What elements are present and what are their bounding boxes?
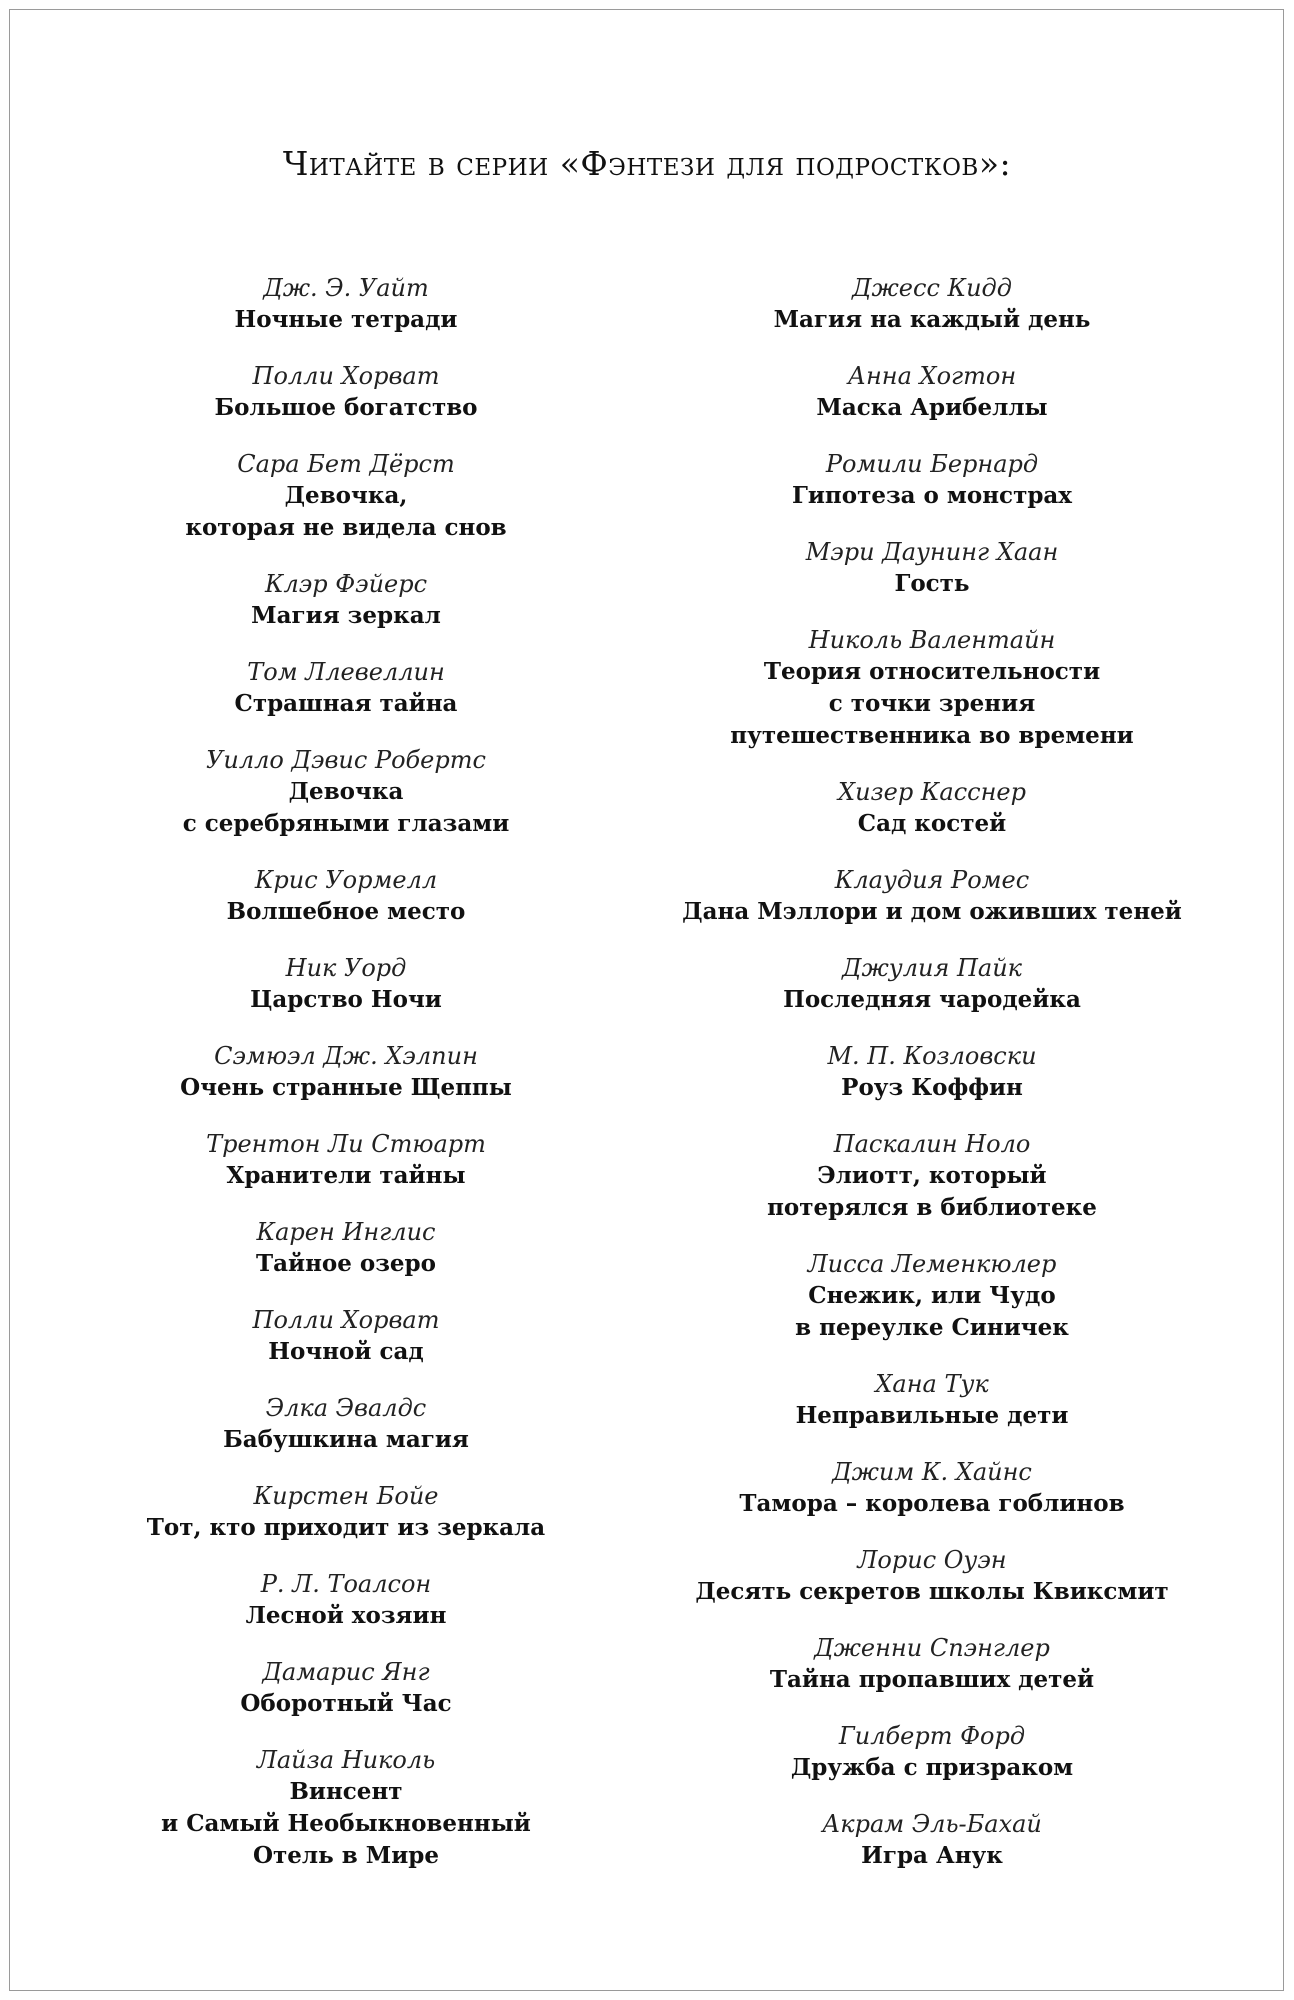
book-author: Паскалин Ноло	[833, 1130, 1031, 1158]
book-author: Ник Уорд	[285, 954, 407, 982]
book-entry	[46, 1392, 646, 1456]
book-entry	[46, 1480, 646, 1544]
book-author: Гилберт Форд	[838, 1722, 1026, 1750]
book-author: Лисса Леменкюлер	[807, 1250, 1057, 1278]
book-entry	[632, 1720, 1232, 1784]
book-author: Том Ллевеллин	[247, 658, 445, 686]
book-title: Дружба с призраком	[790, 1754, 1074, 1781]
book-entry	[46, 1568, 646, 1632]
book-entry	[46, 1304, 646, 1368]
book-title: Снежик, или Чудо в переулке Синичек	[795, 1282, 1069, 1341]
book-entry	[632, 1456, 1232, 1520]
book-entry	[46, 1040, 646, 1104]
book-entry	[46, 744, 646, 840]
book-title: Страшная тайна	[234, 690, 458, 717]
book-entry	[632, 1040, 1232, 1104]
book-entry	[46, 864, 646, 928]
book-title: Игра Анук	[861, 1842, 1003, 1869]
book-author: Полли Хорват	[252, 1306, 440, 1334]
book-entry	[632, 952, 1232, 1016]
right-book-list	[632, 272, 1232, 1896]
book-title: Тот, кто приходит из зеркала	[146, 1514, 546, 1541]
book-entry	[632, 448, 1232, 512]
book-entry	[632, 272, 1232, 336]
book-entry	[46, 272, 646, 336]
book-author: Кирстен Бойе	[253, 1482, 439, 1510]
book-entry	[46, 1128, 646, 1192]
left-book-list	[46, 272, 646, 1896]
book-entry	[632, 1544, 1232, 1608]
book-title: Маска Арибеллы	[816, 394, 1048, 421]
book-title: Тайное озеро	[256, 1250, 436, 1277]
book-title: Девочка, которая не видела снов	[185, 482, 507, 541]
book-title: Царство Ночи	[250, 986, 442, 1013]
book-author: Клэр Фэйерс	[264, 570, 428, 598]
book-title: Элиотт, который потерялся в библиотеке	[767, 1162, 1097, 1221]
book-title: Винсент и Самый Необыкновенный Отель в Мире	[161, 1778, 531, 1869]
book-entry	[632, 1632, 1232, 1696]
book-entry	[46, 1216, 646, 1280]
book-title: Неправильные дети	[795, 1402, 1069, 1429]
book-author: Анна Хогтон	[847, 362, 1017, 390]
book-author: Ромили Бернард	[825, 450, 1039, 478]
book-title: Тайна пропавших детей	[769, 1666, 1095, 1693]
book-title: Последняя чародейка	[783, 986, 1081, 1013]
book-title: Бабушкина магия	[223, 1426, 469, 1453]
book-author: Акрам Эль-Бахай	[822, 1810, 1042, 1838]
book-author: Сара Бет Дёрст	[237, 450, 455, 478]
book-author: М. П. Козловски	[827, 1042, 1037, 1070]
book-entry	[632, 624, 1232, 752]
book-title: Очень странные Щеппы	[180, 1074, 512, 1101]
book-author: Николь Валентайн	[808, 626, 1056, 654]
book-entry	[632, 1368, 1232, 1432]
book-title: Гипотеза о монстрах	[791, 482, 1073, 509]
book-author: Джим К. Хайнс	[832, 1458, 1032, 1486]
book-author: Сэмюэл Дж. Хэлпин	[214, 1042, 478, 1070]
book-author: Лайза Николь	[256, 1746, 436, 1774]
book-entry	[632, 1808, 1232, 1872]
book-author: Хана Тук	[875, 1370, 989, 1398]
book-title: Лесной хозяин	[245, 1602, 447, 1629]
book-title: Большое богатство	[214, 394, 478, 421]
page-title: Читайте в серии «Фэнтези для подростков»:	[282, 144, 1012, 183]
book-author: Джулия Пайк	[842, 954, 1022, 982]
book-entry	[46, 448, 646, 544]
book-entry	[632, 360, 1232, 424]
book-author: Клаудия Ромес	[834, 866, 1030, 894]
book-author: Хизер Касснер	[838, 778, 1026, 806]
book-entry	[632, 776, 1232, 840]
book-entry	[46, 656, 646, 720]
book-author: Джесс Кидд	[852, 274, 1012, 302]
book-title: Теория относительности с точки зрения путешественника во времени	[730, 658, 1134, 749]
book-title: Оборотный Час	[240, 1690, 452, 1717]
book-author: Мэри Даунинг Хаан	[805, 538, 1059, 566]
book-entry	[46, 568, 646, 632]
book-entry	[632, 1128, 1232, 1224]
book-author: Полли Хорват	[252, 362, 440, 390]
book-entry	[46, 1656, 646, 1720]
book-title: Хранители тайны	[226, 1162, 466, 1189]
book-title: Роуз Коффин	[841, 1074, 1023, 1101]
book-title: Ночной сад	[268, 1338, 424, 1365]
book-entry	[632, 536, 1232, 600]
book-entry	[632, 1248, 1232, 1344]
book-title: Гость	[894, 570, 970, 597]
book-author: Карен Инглис	[256, 1218, 436, 1246]
book-entry	[46, 1744, 646, 1872]
book-title: Магия зеркал	[251, 602, 441, 629]
book-author: Дамарис Янг	[262, 1658, 430, 1686]
book-author: Крис Уормелл	[254, 866, 438, 894]
book-author: Р. Л. Тоалсон	[260, 1570, 432, 1598]
book-title: Дана Мэллори и дом оживших теней	[682, 898, 1182, 925]
book-title: Десять секретов школы Квиксмит	[695, 1578, 1169, 1605]
book-author: Элка Эвалдс	[265, 1394, 427, 1422]
book-title: Сад костей	[857, 810, 1007, 837]
book-title: Ночные тетради	[234, 306, 458, 333]
book-author: Дженни Спэнглер	[814, 1634, 1050, 1662]
book-author: Лорис Оуэн	[857, 1546, 1007, 1574]
book-author: Уилло Дэвис Робертс	[206, 746, 486, 774]
book-entry	[46, 360, 646, 424]
book-title: Волшебное место	[226, 898, 466, 925]
book-entry	[46, 952, 646, 1016]
book-title: Магия на каждый день	[773, 306, 1091, 333]
book-title: Девочка с серебряными глазами	[182, 778, 510, 837]
book-author: Трентон Ли Стюарт	[206, 1130, 486, 1158]
book-entry	[632, 864, 1232, 928]
book-author: Дж. Э. Уайт	[263, 274, 429, 302]
book-title: Тамора – королева гоблинов	[739, 1490, 1125, 1517]
